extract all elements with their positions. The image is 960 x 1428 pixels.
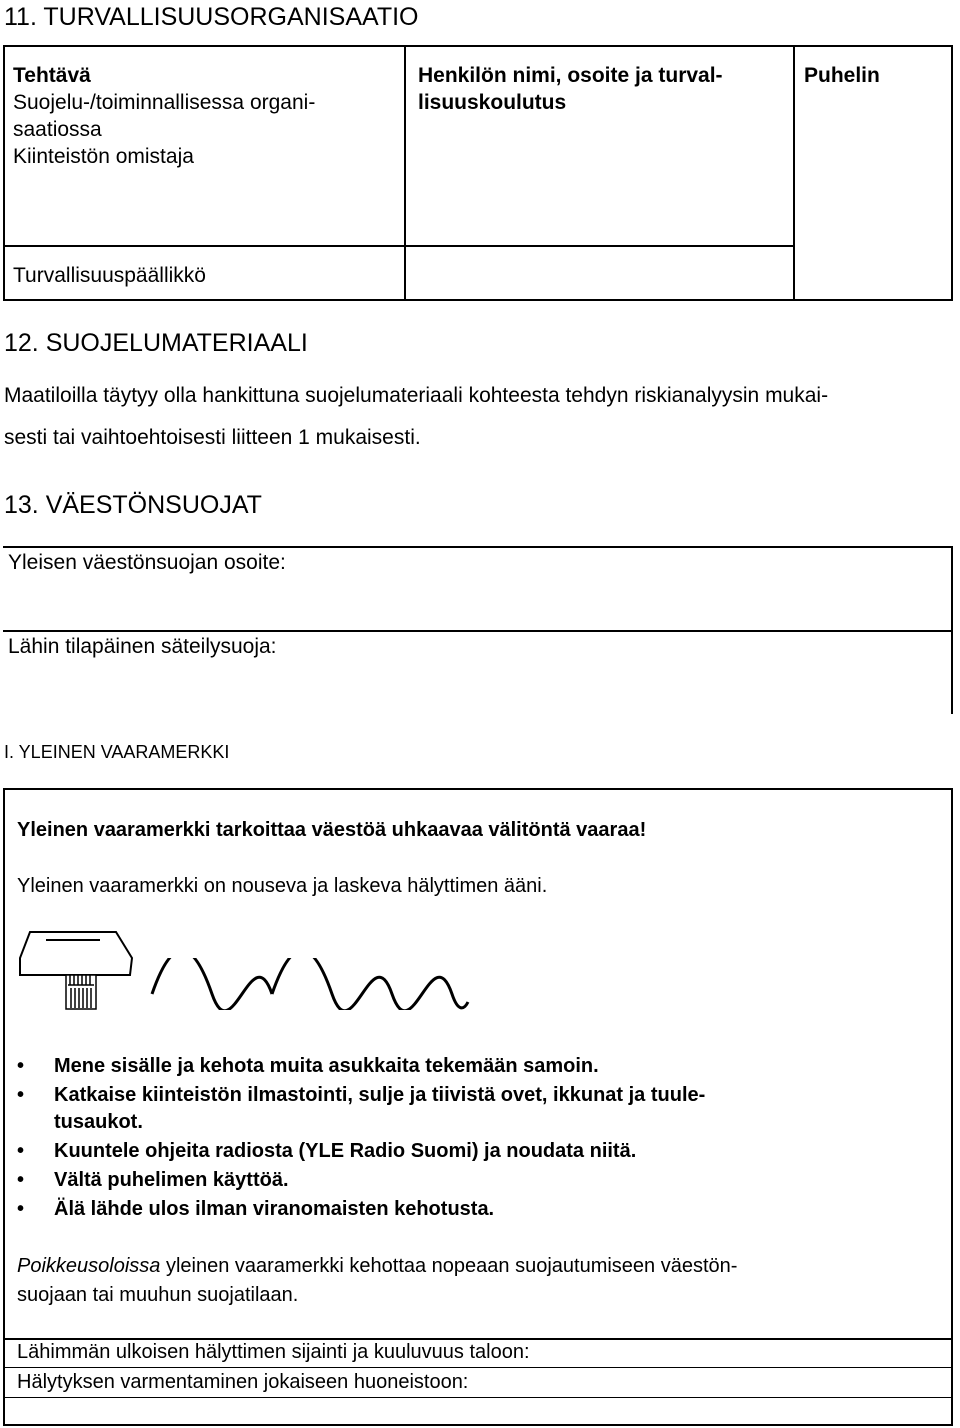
cell-text: Suojelu-/toiminnallisessa organi-	[13, 91, 316, 114]
poikkeus-italic: Poikkeusoloissa	[17, 1255, 161, 1277]
field-tilapainen-sateilysuoja: Lähin tilapäinen säteilysuoja:	[8, 635, 277, 658]
cell-text: Kiinteistön omistaja	[13, 145, 194, 168]
row-label-turvallisuuspaallikko: Turvallisuuspäällikkö	[13, 264, 206, 287]
siren-icon	[18, 930, 133, 1015]
section-12-title: 12. SUOJELUMATERIAALI	[4, 329, 308, 357]
list-item: • Mene sisälle ja kehota muita asukkaita tekemään samoin.	[17, 1055, 599, 1077]
table-cell-tehtava	[13, 62, 315, 170]
section-i-title: I. YLEINEN VAARAMERKKI	[4, 742, 230, 762]
col-header-tehtava: Tehtävä	[13, 64, 91, 87]
col-header-puhelin: Puhelin	[804, 64, 880, 87]
col-header-line: lisuuskoulutus	[418, 91, 567, 114]
section-13-title: 13. VÄESTÖNSUOJAT	[4, 491, 262, 519]
list-item: • Kuuntele ohjeita radiosta (YLE Radio Suomi) ja noudata niitä.	[17, 1140, 637, 1162]
instructions-list	[17, 1053, 917, 1223]
section-12-text-line2: sesti tai vaihtoehtoisesti liitteen 1 mukaisesti.	[4, 426, 421, 449]
section-12-text-line1: Maatiloilla täytyy olla hankittuna suojelumateriaali kohteesta tehdyn riskianalyysin mukai-	[4, 384, 829, 407]
poikkeus-line1	[17, 1253, 737, 1279]
field-yleinen-vaestonsuoja: Yleisen väestönsuojan osoite:	[8, 551, 286, 574]
section-11-title: 11. TURVALLISUUSORGANISAATIO	[4, 3, 419, 31]
poikkeus-rest: yleinen vaaramerkki kehottaa nopeaan suojautumiseen väestön-	[160, 1255, 738, 1277]
rising-falling-wave-icon	[150, 958, 470, 1010]
field-halytyksen-varmentaminen: Hälytyksen varmentaminen jokaiseen huoneistoon:	[17, 1371, 469, 1393]
col-header-henkilo	[418, 62, 723, 116]
col-header-line: Henkilön nimi, osoite ja turval-	[418, 64, 723, 87]
list-item: • Katkaise kiinteistön ilmastointi, sulje ja tiivistä ovet, ikkunat ja tuule- tusaukot.	[17, 1084, 706, 1133]
field-halyttimen-sijainti: Lähimmän ulkoisen hälyttimen sijainti ja kuuluvuus taloon:	[17, 1341, 530, 1363]
alarm-bold-line: Yleinen vaaramerkki tarkoittaa väestöä uhkaavaa välitöntä vaaraa!	[17, 819, 647, 841]
poikkeus-line2: suojaan tai muuhun suojatilaan.	[17, 1284, 299, 1306]
list-item: • Vältä puhelimen käyttöä.	[17, 1169, 289, 1191]
cell-text: saatiossa	[13, 118, 102, 141]
list-item: • Älä lähde ulos ilman viranomaisten kehotusta.	[17, 1198, 495, 1220]
alarm-desc-line: Yleinen vaaramerkki on nouseva ja laskeva hälyttimen ääni.	[17, 875, 548, 897]
